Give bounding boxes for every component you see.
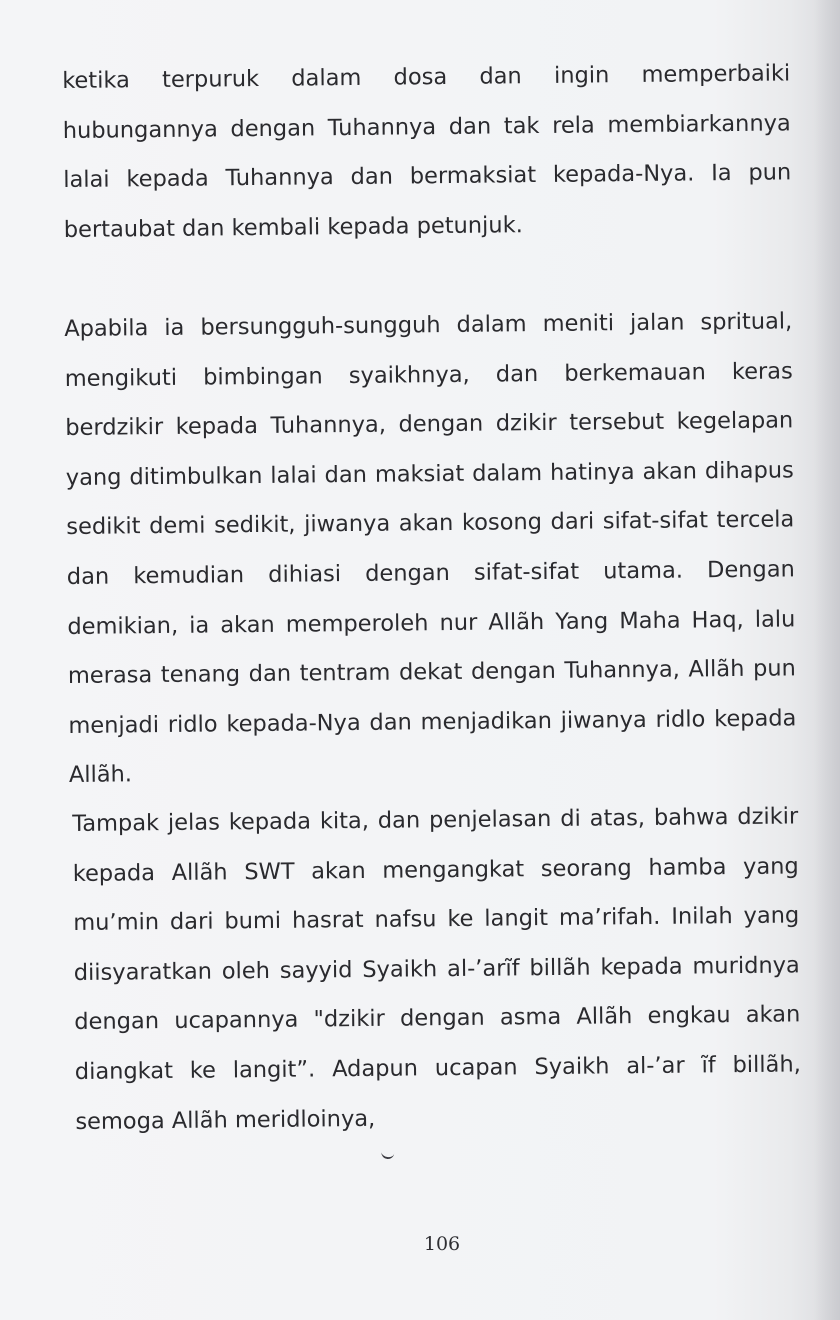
stray-ink-mark bbox=[381, 1150, 395, 1160]
paragraph-3-text: Tampak jelas kepada kita, dan penjelasan di atas, bahwa dzikir kepada Allãh SWT akan mengangkat seorang hamba yang mu’min dari bumi hasrat nafsu ke langit ma’rifah. Inilah yang diisyaratkan oleh sayyid Syaikh al-’arĩf billãh kepada muridnya dengan ucapannya "dzikir dengan asma Allãh engkau akan diangkat ke langit”. Adapun ucapan Syaikh al-’ar ĩf billãh, semoga Allãh meridloinya, bbox=[72, 803, 801, 1135]
paragraph-3 bbox=[72, 792, 802, 1147]
paragraph-1 bbox=[62, 49, 792, 255]
page-edge-shadow bbox=[814, 0, 840, 1320]
paragraph-2-text: Apabila ia bersungguh-sungguh dalam meniti jalan spritual, mengikuti bimbingan syaikhnya, dan berkemauan keras berdzikir kepada Tuhannya, dengan dzikir tersebut kegelapan yang ditimbulkan lalai dan maksiat dalam hatinya akan dihapus sedikit demi sedikit, jiwanya akan kosong dari sifat-sifat tercela dan kemudian dihiasi dengan sifat-sifat utama. Dengan demikian, ia akan memperoleh nur Allãh Yang Maha Haq, lalu merasa tenang dan tentram dekat dengan Tuhannya, Allãh pun menjadi ridlo kepada-Nya dan menjadikan jiwanya ridlo kepada Allãh. bbox=[64, 308, 797, 789]
page-number: 106 bbox=[423, 1233, 461, 1255]
paragraph-2 bbox=[64, 297, 797, 801]
paragraph-1-text: ketika terpuruk dalam dosa dan ingin memperbaiki hubungannya dengan Tuhannya dan tak rela membiarkannya lalai kepada Tuhannya dan bermaksiat kepada-Nya. Ia pun bertaubat dan kembali kepada petunjuk. bbox=[62, 60, 792, 243]
